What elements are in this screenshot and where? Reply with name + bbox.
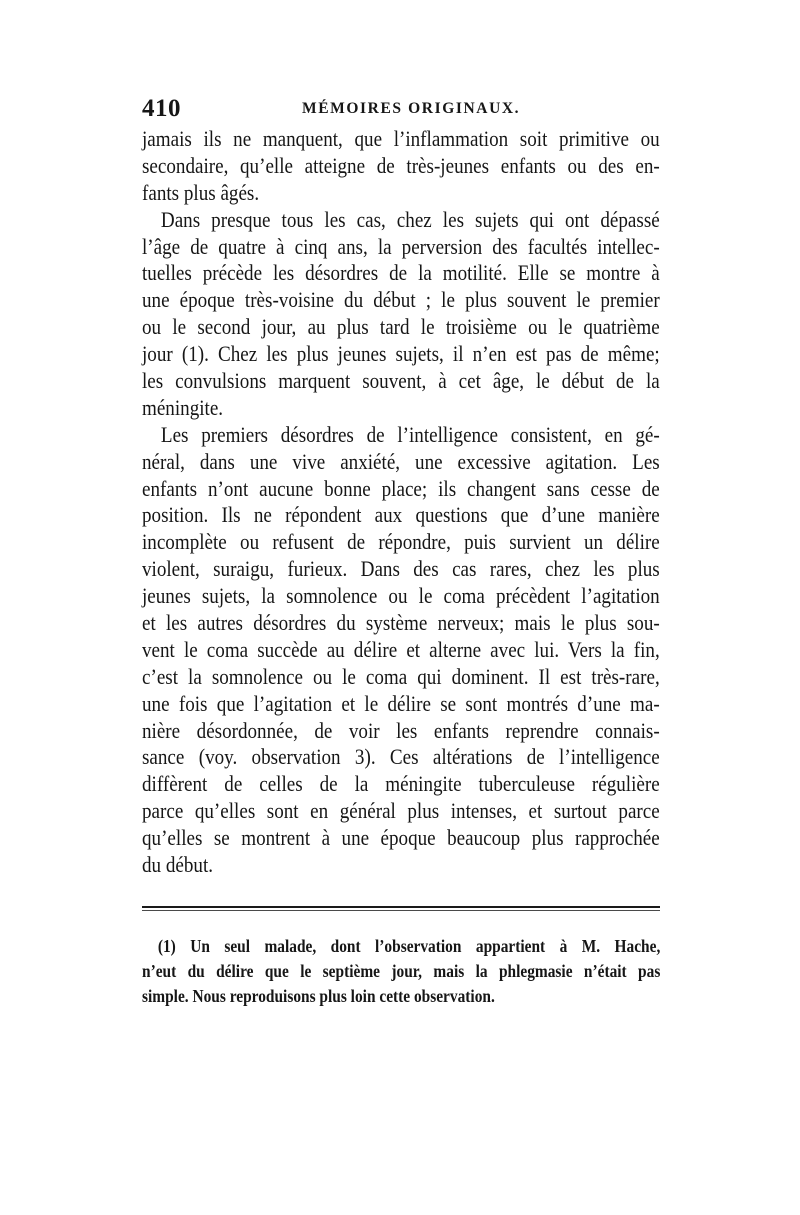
text-line: position. Ils ne répondent aux questions que d’une manière <box>142 502 660 528</box>
text-line: fants plus âgés. <box>142 179 260 205</box>
text-line: méningite. <box>142 394 224 420</box>
text-line: secondaire, qu’elle atteigne de très-jeunes enfants ou des en- <box>142 152 660 178</box>
text-line: tuelles précède les désordres de la motilité. Elle se montre à <box>142 260 660 286</box>
text-line: diffèrent de celles de la méningite tuberculeuse régulière <box>142 771 660 797</box>
text-line: jour (1). Chez les plus jeunes sujets, il n’en est pas de même; <box>142 341 660 367</box>
text-line: ou le second jour, au plus tard le troisième ou le quatrième <box>142 314 660 340</box>
text-line: une époque très-voisine du début ; le plus souvent le premier <box>142 287 660 313</box>
text-line: c’est la somnolence ou le coma qui dominent. Il est très-rare, <box>142 663 660 689</box>
text-line: qu’elles se montrent à une époque beaucoup plus rapprochée <box>142 825 660 851</box>
text-line: sance (voy. observation 3). Ces altérations de l’intelligence <box>142 744 660 770</box>
text-line: Les premiers désordres de l’intelligence consistent, en gé- <box>160 421 660 447</box>
text-line: parce qu’elles sont en général plus intenses, et surtout parce <box>142 798 660 824</box>
running-title: MÉMOIRES ORIGINAUX. <box>302 100 521 117</box>
text-line: jeunes sujets, la somnolence ou le coma précèdent l’agitation <box>142 583 660 609</box>
footnote-rule <box>142 906 660 908</box>
text-line: vent le coma succède au délire et alterne avec lui. Vers la fin, <box>142 636 660 662</box>
text-line: nière désordonnée, de voir les enfants reprendre connais- <box>142 717 660 743</box>
page-number: 410 <box>142 95 181 122</box>
text-line: l’âge de quatre à cinq ans, la perversion des facultés intellec- <box>142 233 660 259</box>
footnote-line: (1) Un seul malade, dont l’observation appartient à M. Hache, <box>157 936 661 956</box>
text-line: Dans presque tous les cas, chez les sujets qui ont dépassé <box>160 206 660 232</box>
footnote-line: simple. Nous reproduisons plus loin cette observation. <box>142 986 495 1006</box>
footnote-line: n’eut du délire que le septième jour, mais la phlegmasie n’était pas <box>142 961 661 981</box>
footnote-rule-thin <box>142 910 660 911</box>
text-line: les convulsions marquent souvent, à cet âge, le début de la <box>142 368 660 394</box>
text-line: jamais ils ne manquent, que l’inflammation soit primitive ou <box>142 126 660 151</box>
body-text <box>142 126 660 879</box>
text-line: une fois que l’agitation et le délire se sont montrés d’une ma- <box>142 690 660 716</box>
text-line: néral, dans une vive anxiété, une excessive agitation. Les <box>142 448 660 474</box>
text-line: du début. <box>142 852 214 878</box>
text-line: et les autres désordres du système nerveux; mais le plus sou- <box>142 610 660 636</box>
text-line: incomplète ou refusent de répondre, puis survient un délire <box>142 529 660 555</box>
running-head <box>142 95 660 125</box>
text-line: violent, suraigu, furieux. Dans des cas rares, chez les plus <box>142 556 660 582</box>
text-line: enfants n’ont aucune bonne place; ils changent sans cesse de <box>142 475 660 501</box>
footnote <box>142 934 660 1009</box>
